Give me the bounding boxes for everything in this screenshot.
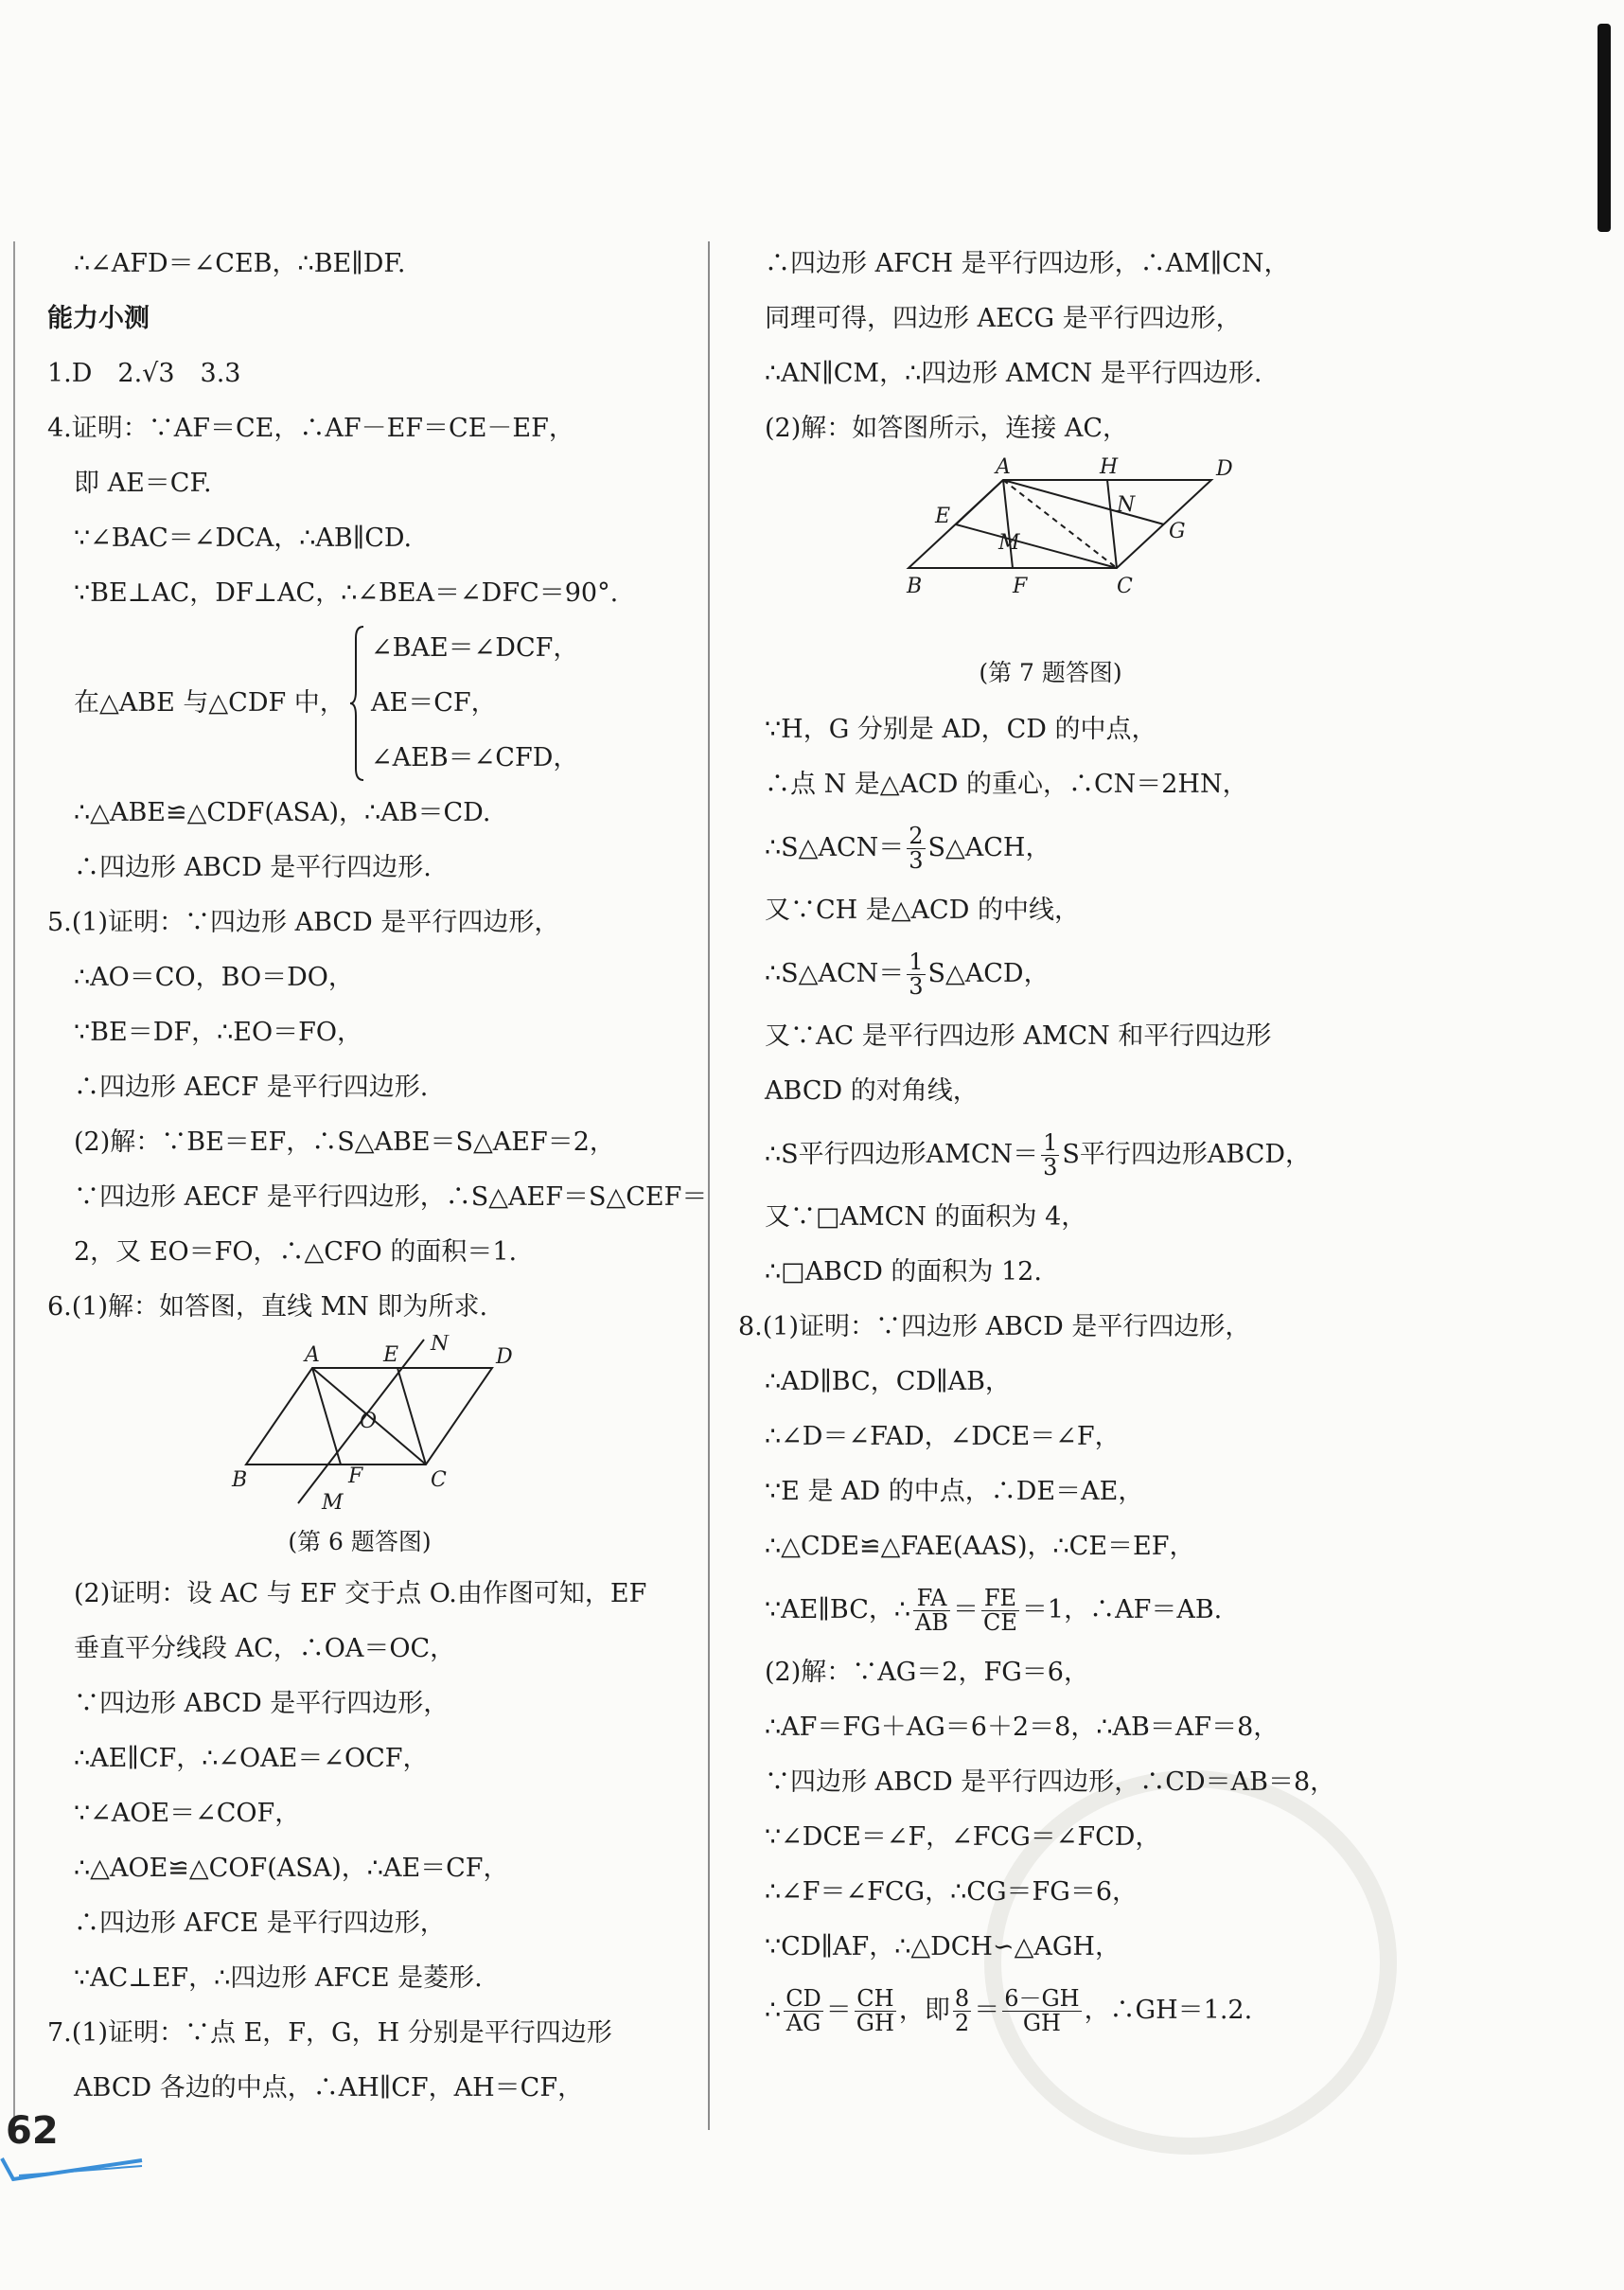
fraction <box>907 950 925 999</box>
fraction-suffix: ＝1，∴AF＝AB. <box>1021 1595 1223 1624</box>
fraction-line <box>738 1975 1363 2046</box>
brace-item: ∠AEB＝∠CFD， <box>371 743 579 772</box>
text-line: ∵BE⊥AC，DF⊥AC，∴∠BEA＝∠DFC＝90°. <box>74 578 619 608</box>
fraction-prefix: ∴ <box>765 1996 782 2025</box>
text-line: ∴四边形 AECF 是平行四边形. <box>74 1073 429 1102</box>
text-line: ∴AN∥CM，∴四边形 AMCN 是平行四边形. <box>765 359 1262 388</box>
label-C: C <box>431 1468 447 1492</box>
fraction <box>784 1984 823 2036</box>
numerator: 1 <box>1043 1128 1058 1156</box>
text-line: (2)证明：设 AC 与 EF 交于点 O.由作图可知，EF <box>74 1579 647 1608</box>
fraction <box>981 1584 1019 1636</box>
fraction-prefix: ∵AE∥BC，∴ <box>765 1595 911 1624</box>
numerator: 6－GH <box>1004 1984 1080 2012</box>
text-line: 5.(1)证明：∵四边形 ABCD 是平行四边形， <box>47 908 560 937</box>
text-line: ∴四边形 AFCH 是平行四边形，∴AM∥CN， <box>765 249 1290 278</box>
text-line: ∴点 N 是△ACD 的重心，∴CN＝2HN， <box>765 770 1248 799</box>
text-line: 又∵AC 是平行四边形 AMCN 和平行四边形 <box>765 1021 1272 1051</box>
label-E: E <box>935 505 951 528</box>
numerator: CD <box>786 1984 821 2012</box>
fraction-prefix: ∴S平行四边形AMCN＝ <box>765 1140 1039 1169</box>
equals: ＝ <box>953 1595 980 1624</box>
numerator: FE <box>981 1587 1019 1611</box>
text-line: ∴△AOE≌△COF(ASA)，∴AE＝CF， <box>74 1854 509 1883</box>
text-line: 即 AE＝CF. <box>74 469 212 498</box>
numerator: 8 <box>954 1984 970 2012</box>
text-line: ∵∠DCE＝∠F，∠FCG＝∠FCD， <box>765 1822 1161 1852</box>
label-M: M <box>322 1491 344 1515</box>
text-line: ∵四边形 ABCD 是平行四边形， <box>74 1689 450 1718</box>
text-line: (2)解：如答图所示，连接 AC， <box>765 414 1128 443</box>
text-line: ∴四边形 ABCD 是平行四边形. <box>74 853 432 882</box>
label-A: A <box>996 456 1011 479</box>
label-H: H <box>1100 456 1119 479</box>
text-line: ∴△CDE≌△FAE(AAS)，∴CE＝EF， <box>765 1532 1195 1561</box>
fraction-prefix: ∴S△ACN＝ <box>765 833 905 862</box>
denominator: GH <box>1022 2010 1061 2036</box>
section-heading: 能力小测 <box>47 304 150 333</box>
text-line: ∵AC⊥EF，∴四边形 AFCE 是菱形. <box>74 1963 483 1993</box>
text-line: ∴∠D＝∠FAD，∠DCE＝∠F， <box>765 1422 1121 1451</box>
figure-7 <box>738 456 1363 702</box>
figure-7-diagram <box>738 456 1363 646</box>
fraction <box>953 1984 971 2036</box>
fraction <box>907 822 925 874</box>
brace-system <box>47 621 672 786</box>
fraction-line <box>738 1119 1363 1190</box>
text-line: ∵∠AOE＝∠COF， <box>74 1799 301 1828</box>
figure-6-diagram <box>47 1335 672 1515</box>
fraction-line <box>738 812 1363 883</box>
page-swoosh-icon <box>0 2151 151 2189</box>
text-line: ∵CD∥AF，∴△DCH∽△AGH， <box>765 1932 1121 1962</box>
text-line: (2)解：∵AG＝2，FG＝6， <box>765 1658 1089 1687</box>
text-line: ∵E 是 AD 的中点，∴DE＝AE， <box>765 1477 1144 1506</box>
label-O: O <box>360 1410 378 1433</box>
numerator: 2 <box>909 822 924 849</box>
brace-item: AE＝CF， <box>371 688 497 718</box>
text-line: 垂直平分线段 AC，∴OA＝OC， <box>74 1634 456 1663</box>
left-brace-icon <box>348 625 365 782</box>
text-line: ∵BE＝DF，∴EO＝FO， <box>74 1018 363 1047</box>
fraction <box>1041 1128 1059 1181</box>
text-line: 又∵□AMCN 的面积为 4， <box>765 1202 1087 1232</box>
text-line: ∴∠F＝∠FCG，∴CG＝FG＝6， <box>765 1877 1139 1907</box>
label-B: B <box>232 1468 248 1492</box>
brace-prefix: 在△ABE 与△CDF 中， <box>74 688 345 718</box>
fraction <box>855 1984 896 2036</box>
figure-6-caption: (第 6 题答图) <box>288 1528 432 1555</box>
text-line: ∴四边形 AFCE 是平行四边形， <box>74 1908 446 1938</box>
text-line: ∵四边形 ABCD 是平行四边形，∴CD＝AB＝8， <box>765 1767 1336 1797</box>
denominator: 3 <box>909 847 924 874</box>
left-column <box>47 237 708 2116</box>
denominator: 2 <box>954 2010 970 2036</box>
text-line: ∴AO＝CO，BO＝DO， <box>74 963 354 992</box>
label-B: B <box>907 575 923 598</box>
denominator: AG <box>786 2010 821 2036</box>
fraction-prefix: ∴S△ACN＝ <box>765 959 905 988</box>
text-line: 又∵CH 是△ACD 的中线， <box>765 896 1080 925</box>
text-line: ∴∠AFD＝∠CEB，∴BE∥DF. <box>74 249 406 278</box>
right-column <box>738 237 1363 2046</box>
text-line: 4.证明：∵AF＝CE，∴AF－EF＝CE－EF， <box>47 414 574 443</box>
column-divider <box>708 241 710 2130</box>
label-D: D <box>496 1345 513 1369</box>
text-line: ABCD 的对角线， <box>765 1076 979 1106</box>
equals: ＝ <box>825 1996 852 2025</box>
text-line: 8.(1)证明：∵四边形 ABCD 是平行四边形， <box>738 1312 1251 1341</box>
label-N: N <box>1117 493 1136 517</box>
numerator: CH <box>855 1987 896 2012</box>
brace-item: ∠BAE＝∠DCF， <box>371 633 579 663</box>
text-line: ∵四边形 AECF 是平行四边形，∴S△AEF＝S△CEF＝ <box>74 1182 708 1212</box>
text-line: ∵∠BAC＝∠DCA，∴AB∥CD. <box>74 524 413 553</box>
scan-edge-mark <box>1598 24 1611 232</box>
text-line: 同理可得，四边形 AECG 是平行四边形， <box>765 304 1242 333</box>
denominator: GH <box>856 2010 894 2036</box>
fraction-line <box>738 938 1363 1009</box>
fraction-line <box>738 1574 1363 1645</box>
label-N: N <box>431 1335 450 1356</box>
label-F: F <box>348 1465 363 1488</box>
fraction-suffix: S△ACD， <box>927 959 1050 988</box>
page-number: 62 <box>6 2109 59 2153</box>
label-D: D <box>1216 457 1233 481</box>
text-line: (2)解：∵BE＝EF，∴S△ABE＝S△AEF＝2， <box>74 1127 615 1157</box>
text-line: ∴△ABE≌△CDF(ASA)，∴AB＝CD. <box>74 798 491 827</box>
figure-6 <box>47 1335 672 1567</box>
label-A: A <box>305 1343 320 1367</box>
fraction-suffix: ，∴GH＝1.2. <box>1084 1996 1253 2025</box>
text-line: ∴□ABCD 的面积为 12. <box>765 1257 1042 1287</box>
text-line: 2，又 EO＝FO，∴△CFO 的面积＝1. <box>74 1237 518 1267</box>
fraction-suffix: S△ACH， <box>927 833 1051 862</box>
text-line: ∴AD∥BC，CD∥AB， <box>765 1367 1011 1396</box>
figure-7-caption: (第 7 题答图) <box>979 659 1122 686</box>
label-F: F <box>1013 575 1028 598</box>
text-line: ∵H，G 分别是 AD，CD 的中点， <box>765 715 1157 744</box>
denominator: CE <box>983 1609 1017 1636</box>
text-line: ∴AF＝FG＋AG＝6＋2＝8，∴AB＝AF＝8， <box>765 1713 1280 1742</box>
answer-line: 1.D 2.√3 3.3 <box>47 359 241 388</box>
text-line: 7.(1)证明：∵点 E，F，G，H 分别是平行四边形 <box>47 2018 612 2048</box>
label-M: M <box>998 531 1020 555</box>
fraction <box>913 1584 950 1636</box>
left-margin-rule <box>13 241 15 2130</box>
text-line: 6.(1)解：如答图，直线 MN 即为所求. <box>47 1292 488 1322</box>
numerator: FA <box>913 1587 950 1611</box>
equals: ＝ <box>974 1996 1000 2025</box>
brace-items <box>371 621 578 786</box>
label-G: G <box>1169 520 1186 543</box>
text-line: ∴AE∥CF，∴∠OAE＝∠OCF， <box>74 1744 429 1773</box>
text-line: ABCD 各边的中点，∴AH∥CF，AH＝CF， <box>74 2073 584 2103</box>
label-E: E <box>383 1343 399 1367</box>
denominator: 3 <box>1043 1154 1058 1181</box>
label-C: C <box>1117 575 1133 598</box>
fraction-suffix: S平行四边形ABCD， <box>1062 1140 1312 1169</box>
numerator: 1 <box>909 948 924 975</box>
denominator: 3 <box>909 973 924 1000</box>
fraction <box>1002 1984 1081 2036</box>
text-connector: ，即 <box>898 1996 950 2025</box>
denominator: AB <box>915 1609 949 1636</box>
